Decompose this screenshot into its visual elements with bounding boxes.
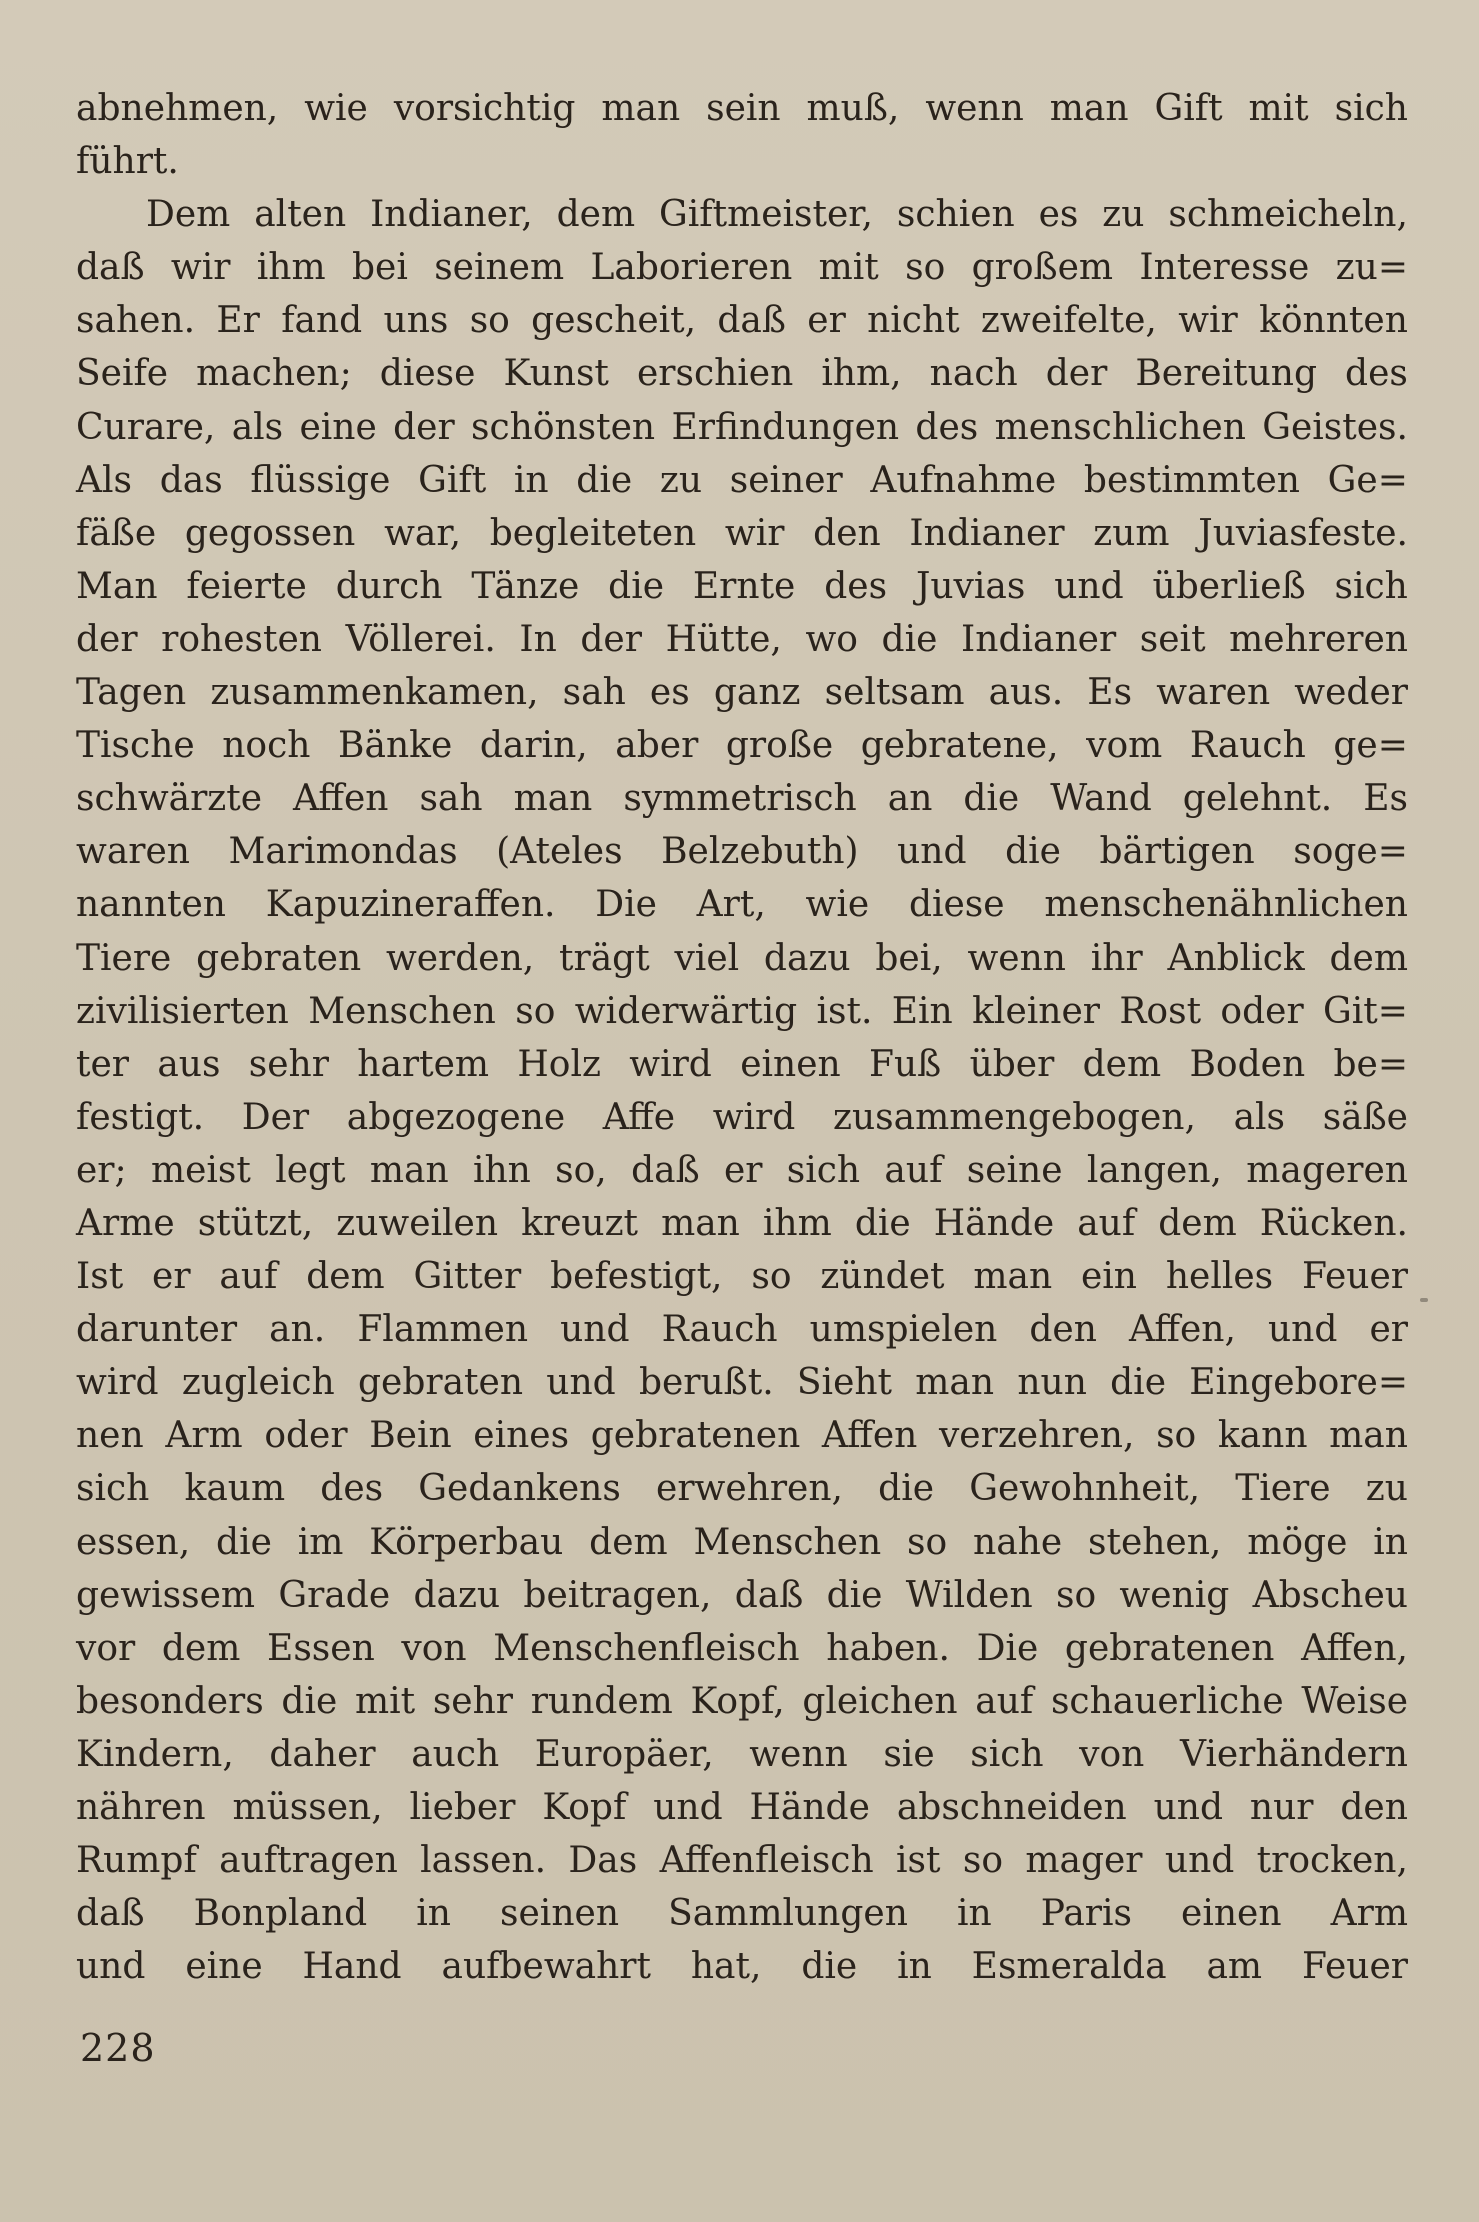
text-line: Man feierte durch Tänze die Ernte des Juvias und überließ sich [76,565,1408,607]
text-line: nen Arm oder Bein eines gebratenen Affen verzehren, so kann man [76,1415,1408,1457]
text-line: und eine Hand aufbewahrt hat, die in Esmeralda am Feuer [76,1946,1408,1988]
text-line: er; meist legt man ihn so, daß er sich auf seine langen, mageren [76,1149,1408,1191]
text-line: sahen. Er fand uns so gescheit, daß er nicht zweifelte, wir könnten [76,300,1408,342]
text-line: nähren müssen, lieber Kopf und Hände abschneiden und nur den [76,1787,1408,1828]
text-line: Als das flüssige Gift in die zu seiner Aufnahme bestimmten Ge= [76,459,1408,501]
text-line: Dem alten Indianer, dem Giftmeister, schien es zu schmeicheln, [146,194,1408,236]
text-line: daß Bonpland in seinen Sammlungen in Paris einen Arm [76,1893,1408,1935]
text-line: nannten Kapuzineraffen. Die Art, wie diese menschenähnlichen [76,884,1408,926]
text-line: führt. [76,141,179,183]
text-line: darunter an. Flammen und Rauch umspielen den Affen, und er [76,1309,1408,1351]
text-line: festigt. Der abgezogene Affe wird zusammengebogen, als säße [76,1096,1408,1138]
paper-speck [1420,1298,1428,1302]
text-line: Ist er auf dem Gitter befestigt, so zündet man ein helles Feuer [76,1256,1408,1298]
text-line: Tagen zusammenkamen, sah es ganz seltsam aus. Es waren weder [76,672,1408,714]
text-line: Curare, als eine der schönsten Erfindungen des menschlichen Geistes. [76,406,1408,448]
text-line: schwärzte Affen sah man symmetrisch an die Wand gelehnt. Es [76,778,1408,820]
text-line: waren Marimondas (Ateles Belzebuth) und die bärtigen soge= [76,831,1408,873]
text-line: gewissem Grade dazu beitragen, daß die Wilden so wenig Abscheu [76,1574,1408,1616]
text-line: zivilisierten Menschen so widerwärtig ist. Ein kleiner Rost oder Git= [76,990,1408,1032]
text-line: Tiere gebraten werden, trägt viel dazu bei, wenn ihr Anblick dem [76,937,1408,979]
text-line: daß wir ihm bei seinem Laborieren mit so großem Interesse zu= [76,247,1408,289]
text-line: Kindern, daher auch Europäer, wenn sie sich von Vierhändern [76,1733,1408,1775]
text-line: der rohesten Völlerei. In der Hütte, wo die Indianer seit mehreren [76,618,1408,660]
text-line: wird zugleich gebraten und berußt. Sieht man nun die Eingebore= [76,1362,1408,1404]
text-line: ter aus sehr hartem Holz wird einen Fuß über dem Boden be= [76,1043,1408,1085]
text-line: essen, die im Körperbau dem Menschen so nahe stehen, möge in [76,1521,1408,1563]
text-line: Arme stützt, zuweilen kreuzt man ihm die Hände auf dem Rücken. [76,1202,1408,1244]
text-line: abnehmen, wie vorsichtig man sein muß, wenn man Gift mit sich [76,88,1408,129]
text-line: fäße gegossen war, begleiteten wir den Indianer zum Juviasfeste. [76,512,1408,554]
text-line: vor dem Essen von Menschenfleisch haben. Die gebratenen Affen, [76,1627,1408,1669]
text-line: Rumpf auftragen lassen. Das Affenfleisch ist so mager und trocken, [76,1840,1408,1882]
page-number: 228 [80,2026,156,2070]
text-line: besonders die mit sehr rundem Kopf, gleichen auf schauerliche Weise [76,1680,1408,1722]
body-text [76,82,1408,1993]
text-line: Seife machen; diese Kunst erschien ihm, nach der Bereitung des [76,353,1408,395]
text-line: Tische noch Bänke darin, aber große gebratene, vom Rauch ge= [76,725,1408,767]
text-line: sich kaum des Gedankens erwehren, die Gewohnheit, Tiere zu [76,1468,1408,1510]
